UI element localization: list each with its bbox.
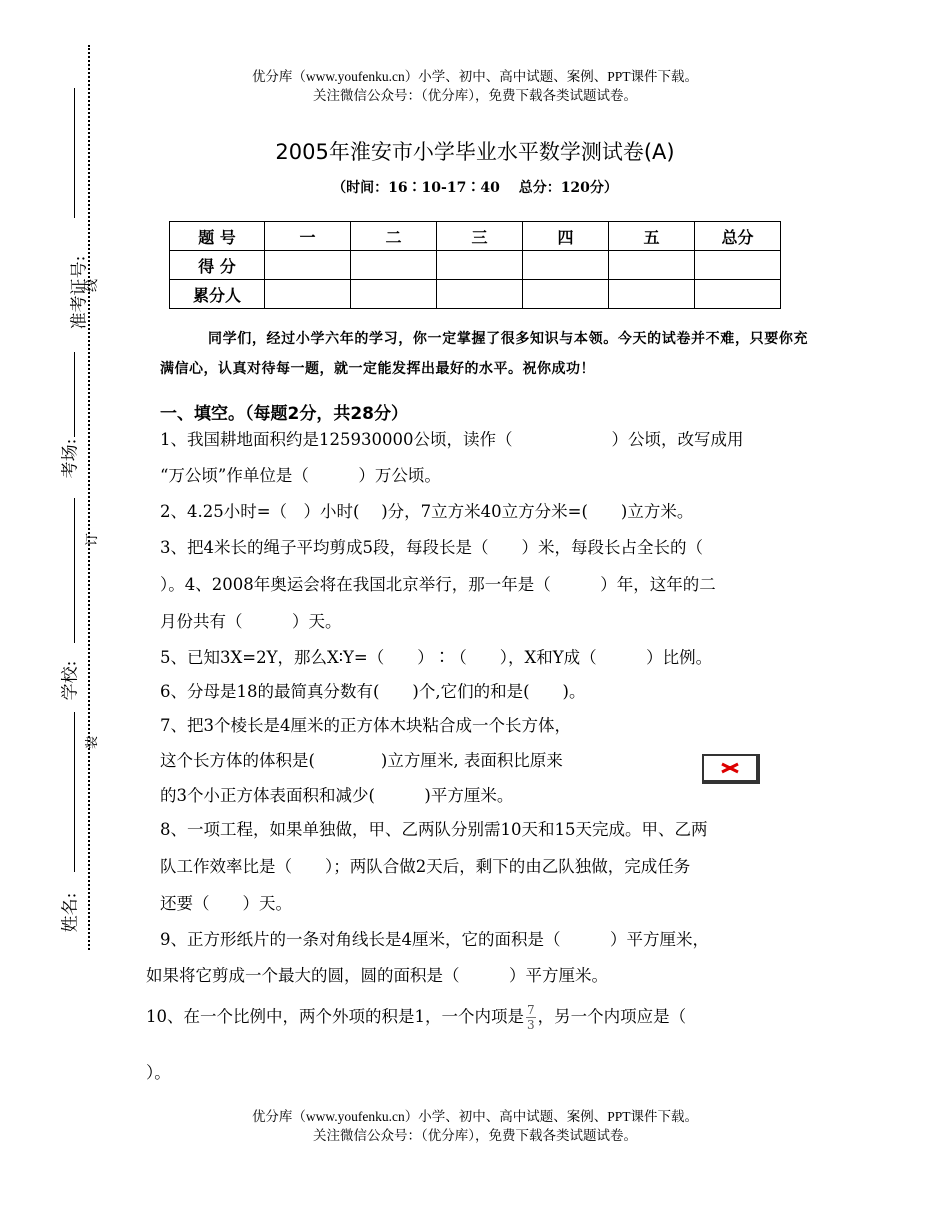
- score-table-header-row: [170, 222, 781, 251]
- question-10-line-2: ）。: [146, 1063, 171, 1082]
- question-10-text-end: ，另一个内项应是（: [537, 1007, 687, 1026]
- question-8-line-1: 8、一项工程，如果单独做，甲、乙两队分别需10天和15天完成。甲、乙两: [160, 820, 708, 839]
- section-heading: 一、填空。（每题2分，共28分）: [160, 404, 408, 424]
- score-cell[interactable]: [265, 280, 351, 309]
- footer-line-2: 关注微信公众号：（优分库），免费下载各类试题试卷。: [313, 1128, 637, 1143]
- question-7-line-3: 的3个小正方体表面积和减少( )平方厘米。: [160, 786, 514, 805]
- question-10-text: 10、在一个比例中，两个外项的积是1，一个内项是: [146, 1007, 524, 1026]
- question-1-line-1: 1、我国耕地面积约是125930000公顷，读作（ ）公顷，改写成用: [160, 430, 744, 449]
- score-table: [169, 221, 781, 309]
- score-cell[interactable]: [695, 280, 781, 309]
- room-blank-line: [74, 352, 75, 437]
- question-2: 2、4.25小时=（ ）小时( )分，7立方米40立方分米=( )立方米。: [160, 502, 694, 521]
- exam-time-total: （时间：16∶10-17∶40 总分：120分）: [332, 180, 618, 196]
- fraction-seven-thirds: [526, 1003, 536, 1032]
- school-blank-line: [74, 498, 75, 643]
- score-header-cell: 五: [609, 222, 695, 251]
- fraction-numerator: 7: [527, 1003, 535, 1017]
- score-header-cell: 总分: [695, 222, 781, 251]
- score-cell[interactable]: [523, 251, 609, 280]
- page-title: 2005年淮安市小学毕业水平数学测试卷(A): [275, 140, 675, 164]
- question-7-line-1: 7、把3个棱长是4厘米的正方体木块粘合成一个长方体，: [160, 716, 571, 735]
- binding-mark-xian: 线: [85, 278, 101, 293]
- score-cell[interactable]: [437, 251, 523, 280]
- score-cell[interactable]: [523, 280, 609, 309]
- header-line-1: 优分库（www.youfenku.cn）小学、初中、高中试题、案例、PPT课件下载。: [251, 69, 699, 84]
- question-3-line-2: ）。4、2008年奥运会将在我国北京举行，那一年是（ ）年，这年的二: [160, 575, 716, 594]
- question-3-line-1: 3、把4米长的绳子平均剪成5段，每段长是（ ）米，每段长占全长的（: [160, 538, 703, 557]
- score-cell[interactable]: [609, 251, 695, 280]
- score-header-cell: 题 号: [170, 222, 265, 251]
- score-row-label: 累分人: [170, 280, 265, 309]
- question-6: 6、分母是18的最简真分数有( )个,它们的和是( )。: [160, 682, 586, 701]
- binding-mark-zhuang: 装: [85, 735, 101, 750]
- question-3-line-3: 月份共有（ ）天。: [160, 612, 342, 631]
- question-9-line-2: 如果将它剪成一个最大的圆，圆的面积是（ ）平方厘米。: [146, 966, 608, 985]
- question-8-line-2: 队工作效率比是（ ）；两队合做2天后，剩下的由乙队独做，完成任务: [160, 857, 691, 876]
- score-table-row: [170, 251, 781, 280]
- question-7-line-2: 这个长方体的体积是( )立方厘米, 表面积比原来: [160, 751, 563, 770]
- label-name: 姓名:: [60, 892, 81, 933]
- broken-image-glyph-icon: [704, 756, 756, 780]
- question-5: 5、已知3X=2Y，那么X∶Y=（ ）∶（ ），X和Y成（ ）比例。: [160, 648, 713, 667]
- label-exam-room: 考场:: [60, 438, 81, 479]
- question-8-line-3: 还要（ ）天。: [160, 894, 292, 913]
- score-cell[interactable]: [351, 251, 437, 280]
- header-line-2: 关注微信公众号：（优分库），免费下载各类试题试卷。: [313, 88, 637, 103]
- score-table-row: [170, 280, 781, 309]
- footer-line-1: 优分库（www.youfenku.cn）小学、初中、高中试题、案例、PPT课件下载。: [251, 1109, 699, 1124]
- score-cell[interactable]: [265, 251, 351, 280]
- binding-mark-ding: 订: [85, 532, 101, 547]
- score-cell[interactable]: [437, 280, 523, 309]
- fraction-denominator: 3: [527, 1018, 535, 1032]
- label-school: 学校:: [60, 660, 81, 701]
- score-header-cell: 二: [351, 222, 437, 251]
- question-1-line-2: “万公顷”作单位是（ ）万公顷。: [160, 466, 441, 485]
- score-cell[interactable]: [351, 280, 437, 309]
- score-row-label: 得 分: [170, 251, 265, 280]
- intro-paragraph: 同学们，经过小学六年的学习，你一定掌握了很多知识与本领。今天的试卷并不难，只要你充满信心，认真对待每一题，就一定能发挥出最好的水平。祝你成功！: [160, 331, 808, 377]
- question-9-line-1: 9、正方形纸片的一条对角线长是4厘米，它的面积是（ ）平方厘米，: [160, 930, 709, 949]
- name-blank-line: [74, 712, 75, 872]
- score-cell[interactable]: [695, 251, 781, 280]
- label-exam-id: 准考证号:: [69, 255, 90, 330]
- question-10-line-1: [146, 1003, 686, 1032]
- broken-image-icon: [702, 754, 760, 784]
- score-cell[interactable]: [609, 280, 695, 309]
- score-header-cell: 三: [437, 222, 523, 251]
- score-header-cell: 四: [523, 222, 609, 251]
- score-header-cell: 一: [265, 222, 351, 251]
